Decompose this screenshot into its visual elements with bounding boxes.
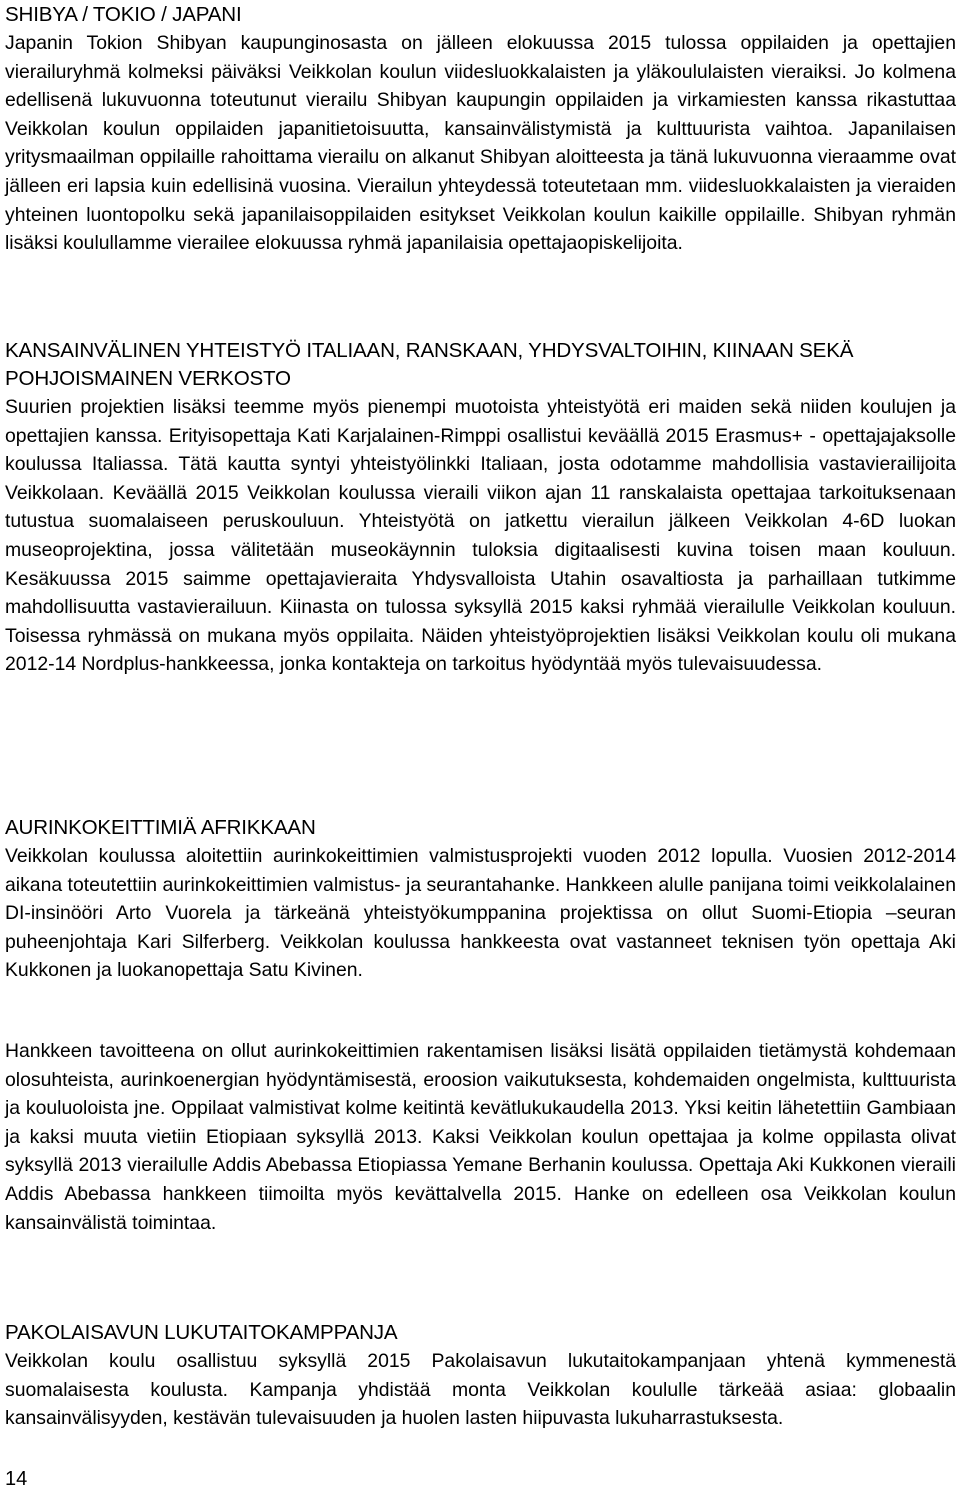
section-body-continued: Hankkeen tavoitteena on ollut aurinkokeittimien rakentamisen lisäksi lisätä oppilaiden tietämystä kohdemaan olosuhteista, aurinkoenergian hyödyntämisestä, eroosion vaikutuksesta, kohdemaiden ongelmista, kulttuurista ja kouluoloista jne. Oppilaat valmistivat kolme keitintä kevätlukukaudella 2013. Yksi keitin lähetettiin Gambiaan ja kaksi muuta vietiin Etiopiaan syksyllä 2013. Kaksi Veikkolan koulun opettajaa ja kolme oppilasta olivat syksyllä 2013 vierailulle Addis Abebassa Etiopiassa Yemane Berhanin koulussa. Opettaja Aki Kukkonen vieraili Addis Abebassa hankkeen tiimoilta myös kevättalvella 2015. Hanke on edelleen osa Veikkolan koulun kansainvälistä toimintaa. <box>5 1040 956 1234</box>
section-heading: SHIBYA / TOKIO / JAPANI <box>5 3 242 26</box>
section-shibya <box>5 1 956 258</box>
section-heading: KANSAINVÄLINEN YHTEISTYÖ ITALIAAN, RANSKAAN, YHDYSVALTOIHIN, KIINAAN SEKÄ POHJOISMAINEN VERKOSTO <box>5 339 854 390</box>
section-body: Suurien projektien lisäksi teemme myös pienempi muotoista yhteistyötä eri maiden sekä niiden koulujen ja opettajien kanssa. Erityisopettaja Kati Karjalainen-Rimppi osallistui keväällä 2015 Erasmus+ - opettajajaksolle koulussa Italiassa. Tätä kautta syntyi yhteistyölinkki Italiaan, josta odotamme mahdollisia vastavierailijoita Veikkolaan. Keväällä 2015 Veikkolan koulussa vieraili viikon ajan 11 ranskalaista opettajaa tarkoituksenaan tutustua suomalaiseen peruskouluun. Yhteistyötä on jatkettu vierailun jälkeen Veikkolan 4-6D luokan museoprojektina, jossa välitetään museokäynnin tuloksia digitaalisesti kuvina toisen maan kouluun. Kesäkuussa 2015 saimme opettajavieraita Yhdysvalloista Utahin osavaltiosta ja parhaillaan tutkimme mahdollisuutta vastavierailuun. Kiinasta on tulossa syksyllä 2015 kaksi ryhmää vierailulle Veikkolan kouluun. Toisessa ryhmässä on mukana myös oppilaita. Näiden yhteistyöprojektien lisäksi Veikkolan koulu oli mukana 2012-14 Nordplus-hankkeessa, jonka kontakteja on tarkoitus hyödyntää myös tulevaisuudessa. <box>5 396 956 676</box>
section-body: Veikkolan koulu osallistuu syksyllä 2015 Pakolaisavun lukutaitokampanjaan yhtenä kymmenestä suomalaisesta koulusta. Kampanja yhdistää monta Veikkolan koululle tärkeää asiaa: globaalin kansainvälisyyden, kestävän tulevaisuuden ja huolen lasten hiipuvasta lukuharrastuksesta. <box>5 1350 956 1430</box>
section-heading: AURINKOKEITTIMIÄ AFRIKKAAN <box>5 816 316 839</box>
section-solar-cookers <box>5 814 956 985</box>
page-number: 14 <box>5 1468 28 1490</box>
section-heading: PAKOLAISAVUN LUKUTAITOKAMPPANJA <box>5 1321 398 1344</box>
section-body: Japanin Tokion Shibyan kaupunginosasta on jälleen elokuussa 2015 tulossa oppilaiden ja opettajien vierailuryhmä kolmeksi päiväksi Veikkolan koulun viidesluokkalaisten ja yläkoululaisten vieraiksi. Jo kolmena edellisenä lukuvuonna toteutunut vierailu Shibyan kaupungin oppilaiden ja virkamiesten kanssa rikastuttaa Veikkolan koulun oppilaiden japanitietoisuutta, kansainvälistymistä ja kulttuurista vaihtoa. Japanilaisen yritysmaailman oppilaille rahoittama vierailu on alkanut Shibyan aloitteesta ja tänä lukuvuonna vieraamme ovat jälleen eri lapsia kuin edellisinä vuosina. Vierailun yhteydessä toteutetaan mm. viidesluokkalaisten ja vieraiden yhteinen luontopolku sekä japanilaisoppilaiden esitykset Veikkolan koulun kaikille oppilaille. Shibyan ryhmän lisäksi koulullamme vierailee elokuussa ryhmä japanilaisia opettajaopiskelijoita. <box>5 32 956 255</box>
section-body: Veikkolan koulussa aloitettiin aurinkokeittimien valmistusprojekti vuoden 2012 lopulla. Vuosien 2012-2014 aikana toteutettiin aurinkokeittimien valmistus- ja seurantahanke. Hankkeen alulle panijana toimi veikkolalainen DI-insinööri Arto Vuorela ja tärkeänä yhteistyökumppanina projektissa on ollut Suomi-Etiopia –seuran puheenjohtaja Kari Silferberg. Veikkolan koulussa hankkeesta ovat vastanneet teknisen työn opettaja Aki Kukkonen ja luokanopettaja Satu Kivinen. <box>5 845 956 982</box>
section-literacy-campaign <box>5 1319 956 1433</box>
section-international-cooperation <box>5 337 956 679</box>
